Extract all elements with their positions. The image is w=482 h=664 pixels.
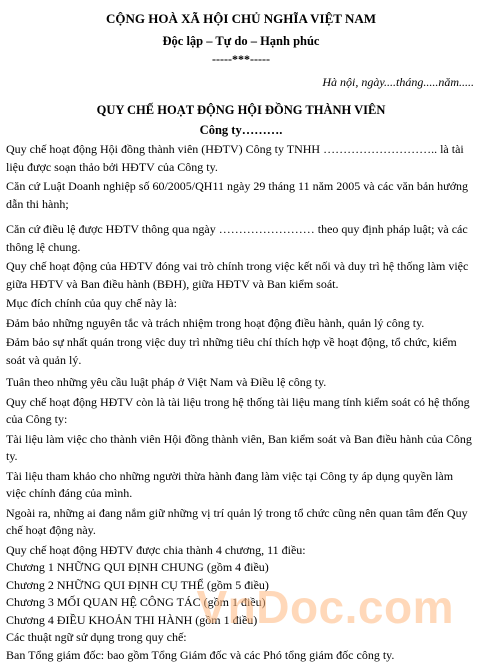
- paragraph-charter-basis: Căn cứ điều lệ được HĐTV thông qua ngày …………………… theo quy định pháp luật; và các thông lệ chung.: [6, 221, 476, 256]
- divider-stars: -----***-----: [6, 51, 476, 67]
- list-item-chapter-1: Chương 1 NHỮNG QUI ĐỊNH CHUNG (gồm 4 điều): [6, 559, 476, 577]
- republic-heading: CỘNG HOÀ XÃ HỘI CHỦ NGHĨA VIỆT NAM: [6, 10, 476, 27]
- paragraph-term-board: Ban Tổng giám đốc: bao gồm Tổng Giám đốc và các Phó tổng giám đốc công ty.: [6, 647, 476, 664]
- paragraph-purpose-1: Đảm bảo những nguyên tắc và trách nhiệm trong hoạt động điều hành, quản lý công ty.: [6, 315, 476, 333]
- paragraph-purpose-3: Tuân theo những yêu cầu luật pháp ở Việt Nam và Điều lệ công ty.: [6, 374, 476, 392]
- paragraph-purpose-2: Đảm bảo sự nhất quán trong việc duy trì những tiêu chí thích hợp về hoạt động, tổ chức, kiểm soát và quản lý.: [6, 334, 476, 369]
- paragraph-intro: Quy chế hoạt động Hội đồng thành viên (HĐTV) Công ty TNHH ……………………….. là tài liệu được soạn thảo bởi HĐTV của Công ty.: [6, 141, 476, 176]
- paragraph-legal-basis: Căn cứ Luật Doanh nghiệp số 60/2005/QH11 ngày 29 tháng 11 năm 2005 và các văn bản hướng dẫn thi hành;: [6, 178, 476, 213]
- paragraph-terms: Các thuật ngữ sử dụng trong quy chế:: [6, 629, 476, 647]
- company-name: Công ty……….: [6, 122, 476, 139]
- paragraph-reference-doc: Tài liệu tham khảo cho những người thừa hành đang làm việc tại Công ty áp dụng quyền làm việc chính đáng của mình.: [6, 468, 476, 503]
- list-item-chapter-4: Chương 4 ĐIỀU KHOẢN THI HÀNH (gồm 1 điều): [6, 612, 476, 630]
- motto-heading: Độc lập – Tự do – Hạnh phúc: [6, 32, 476, 50]
- paragraph-working-doc: Tài liệu làm việc cho thành viên Hội đồng thành viên, Ban kiểm soát và Ban điều hành của Công ty.: [6, 431, 476, 466]
- date-line: Hà nội, ngày....tháng.....năm.....: [6, 74, 476, 90]
- paragraph-purpose: Mục đích chính của quy chế này là:: [6, 295, 476, 313]
- paragraph-control: Quy chế hoạt động HĐTV còn là tài liệu trong hệ thống tài liệu mang tính kiểm soát có hệ thống của Công ty:: [6, 394, 476, 429]
- paragraph-structure: Quy chế hoạt động HĐTV được chia thành 4 chương, 11 điều:: [6, 542, 476, 560]
- watermark-logo: VnDoc.com: [196, 584, 454, 630]
- paragraph-managers: Ngoài ra, những ai đang nắm giữ những vị trí quản lý trong tổ chức cũng nên quan tâm đến Quy chế hoạt động này.: [6, 505, 476, 540]
- list-item-chapter-3: Chương 3 MỐI QUAN HỆ CÔNG TÁC (gồm 1 điều): [6, 594, 476, 612]
- list-item-chapter-2: Chương 2 NHỮNG QUI ĐỊNH CỤ THỂ (gồm 5 điều): [6, 577, 476, 595]
- paragraph-role: Quy chế hoạt động của HĐTV đóng vai trò chính trong việc kết nối và duy trì hệ thống làm việc giữa HĐTV và Ban điều hành (BĐH), giữa HĐTV và Ban kiểm soát.: [6, 258, 476, 293]
- document-title: QUY CHẾ HOẠT ĐỘNG HỘI ĐỒNG THÀNH VIÊN: [6, 102, 476, 119]
